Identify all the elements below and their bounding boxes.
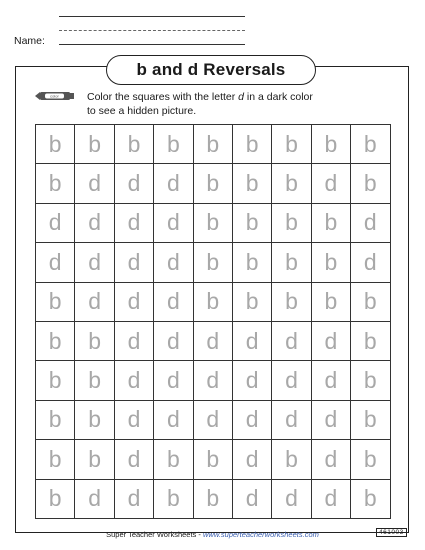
grid-cell[interactable]: d xyxy=(154,283,193,322)
grid-cell[interactable]: b xyxy=(36,322,75,361)
instructions-letter: d xyxy=(238,91,245,103)
grid-cell[interactable]: d xyxy=(312,361,351,400)
grid-cell[interactable]: d xyxy=(75,164,114,203)
grid-cell[interactable]: d xyxy=(154,204,193,243)
letter-grid xyxy=(35,124,391,519)
grid-cell[interactable]: b xyxy=(312,243,351,282)
grid-cell[interactable]: d xyxy=(272,361,311,400)
grid-cell[interactable]: b xyxy=(351,125,390,164)
grid-cell[interactable]: b xyxy=(272,125,311,164)
grid-cell[interactable]: b xyxy=(233,204,272,243)
grid-cell[interactable]: b xyxy=(154,125,193,164)
grid-cell[interactable]: b xyxy=(36,361,75,400)
grid-cell[interactable]: d xyxy=(115,361,154,400)
grid-cell[interactable]: d xyxy=(36,204,75,243)
grid-cell[interactable]: d xyxy=(312,480,351,519)
grid-cell[interactable]: b xyxy=(351,401,390,440)
footer-url[interactable]: www.superteacherworksheets.com xyxy=(202,530,319,539)
grid-cell[interactable]: d xyxy=(115,204,154,243)
name-line[interactable] xyxy=(59,44,245,45)
grid-cell[interactable]: d xyxy=(75,204,114,243)
grid-cell[interactable]: d xyxy=(272,401,311,440)
grid-cell[interactable]: d xyxy=(115,283,154,322)
grid-cell[interactable]: b xyxy=(75,125,114,164)
grid-cell[interactable]: b xyxy=(75,440,114,479)
worksheet-code: 461003 xyxy=(376,528,407,537)
grid-cell[interactable]: b xyxy=(233,283,272,322)
grid-cell[interactable]: b xyxy=(233,243,272,282)
grid-cell[interactable]: d xyxy=(312,440,351,479)
grid-cell[interactable]: d xyxy=(312,164,351,203)
grid-cell[interactable]: b xyxy=(194,204,233,243)
grid-cell[interactable]: d xyxy=(115,401,154,440)
grid-cell[interactable]: b xyxy=(36,283,75,322)
grid-cell[interactable]: b xyxy=(194,164,233,203)
grid-cell[interactable]: b xyxy=(36,480,75,519)
grid-cell[interactable]: b xyxy=(351,361,390,400)
instructions-part1: Color the squares with the letter xyxy=(87,91,239,103)
grid-cell[interactable]: d xyxy=(75,243,114,282)
grid-cell[interactable]: d xyxy=(194,361,233,400)
grid-cell[interactable]: d xyxy=(233,322,272,361)
grid-cell[interactable]: b xyxy=(351,164,390,203)
grid-cell[interactable]: d xyxy=(194,401,233,440)
grid-cell[interactable]: b xyxy=(312,283,351,322)
grid-cell[interactable]: b xyxy=(36,401,75,440)
grid-cell[interactable]: b xyxy=(36,440,75,479)
grid-cell[interactable]: b xyxy=(194,283,233,322)
grid-cell[interactable]: b xyxy=(272,243,311,282)
footer xyxy=(0,530,425,539)
grid-cell[interactable]: b xyxy=(154,480,193,519)
grid-cell[interactable]: d xyxy=(154,243,193,282)
name-line-top xyxy=(59,16,245,17)
grid-cell[interactable]: b xyxy=(351,283,390,322)
grid-cell[interactable]: d xyxy=(233,480,272,519)
grid-cell[interactable]: d xyxy=(272,480,311,519)
grid-cell[interactable]: d xyxy=(115,480,154,519)
crayon-label: color xyxy=(50,93,59,99)
grid-cell[interactable]: d xyxy=(154,361,193,400)
grid-cell[interactable]: d xyxy=(115,164,154,203)
grid-cell[interactable]: d xyxy=(154,164,193,203)
grid-cell[interactable]: b xyxy=(154,440,193,479)
grid-cell[interactable]: b xyxy=(194,440,233,479)
grid-cell[interactable]: d xyxy=(272,322,311,361)
grid-cell[interactable]: b xyxy=(233,125,272,164)
instructions-line1 xyxy=(87,91,313,105)
worksheet-title: b and d Reversals xyxy=(106,55,316,85)
grid-cell[interactable]: b xyxy=(115,125,154,164)
footer-prefix: Super Teacher Worksheets - xyxy=(106,530,203,539)
grid-cell[interactable]: b xyxy=(75,361,114,400)
grid-cell[interactable]: b xyxy=(272,204,311,243)
grid-cell[interactable]: d xyxy=(233,440,272,479)
grid-cell[interactable]: d xyxy=(115,322,154,361)
grid-cell[interactable]: d xyxy=(115,243,154,282)
grid-cell[interactable]: b xyxy=(75,401,114,440)
grid-cell[interactable]: d xyxy=(36,243,75,282)
grid-cell[interactable]: b xyxy=(194,243,233,282)
name-label: Name: xyxy=(14,35,45,47)
grid-cell[interactable]: d xyxy=(194,322,233,361)
grid-cell[interactable]: b xyxy=(351,480,390,519)
grid-cell[interactable]: d xyxy=(233,361,272,400)
grid-cell[interactable]: d xyxy=(351,243,390,282)
grid-cell[interactable]: d xyxy=(233,401,272,440)
grid-cell[interactable]: b xyxy=(312,125,351,164)
grid-cell[interactable]: b xyxy=(312,204,351,243)
grid-cell[interactable]: d xyxy=(75,283,114,322)
grid-cell[interactable]: b xyxy=(194,480,233,519)
grid-cell[interactable]: b xyxy=(194,125,233,164)
grid-cell[interactable]: b xyxy=(36,125,75,164)
instructions-part2: in a dark color xyxy=(244,91,313,103)
grid-cell[interactable]: b xyxy=(351,440,390,479)
instructions xyxy=(87,91,313,118)
grid-cell[interactable]: d xyxy=(312,322,351,361)
grid-cell[interactable]: b xyxy=(75,322,114,361)
name-line-dashed xyxy=(59,30,245,31)
grid-cell[interactable]: d xyxy=(154,401,193,440)
grid-cell[interactable]: b xyxy=(272,164,311,203)
grid-cell[interactable]: d xyxy=(351,204,390,243)
grid-cell[interactable]: d xyxy=(115,440,154,479)
instructions-line2: to see a hidden picture. xyxy=(87,104,197,117)
grid-cell[interactable]: b xyxy=(233,164,272,203)
grid-cell[interactable]: b xyxy=(272,440,311,479)
grid-cell[interactable]: d xyxy=(75,480,114,519)
crayon-icon xyxy=(35,90,75,102)
grid-cell[interactable]: b xyxy=(272,283,311,322)
grid-cell[interactable]: d xyxy=(312,401,351,440)
grid-cell[interactable]: d xyxy=(154,322,193,361)
grid-cell[interactable]: b xyxy=(351,322,390,361)
grid-cell[interactable]: b xyxy=(36,164,75,203)
